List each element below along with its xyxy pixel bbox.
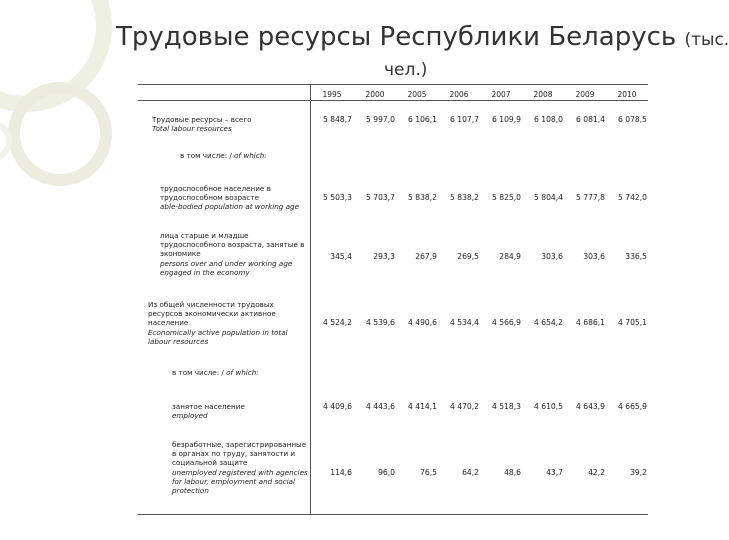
title-unit-a: (тыс. xyxy=(684,30,729,50)
cell-value: 269,5 xyxy=(457,252,479,261)
cell-value: 42,2 xyxy=(588,468,605,477)
statistics-table xyxy=(138,84,648,516)
row-label-ru: трудоспособное население в трудоспособном возрасте xyxy=(160,184,271,203)
cell-value: 5 703,7 xyxy=(366,193,395,202)
year-header: 2008 xyxy=(533,90,553,99)
year-header: 2005 xyxy=(407,90,427,99)
year-header: 2007 xyxy=(491,90,511,99)
cell-value: 4 705,1 xyxy=(618,318,647,327)
cell-value: 293,3 xyxy=(373,252,395,261)
table-top-rule xyxy=(138,84,648,85)
row-label-ru: в том числе: xyxy=(180,151,228,160)
row-label xyxy=(172,440,308,495)
cell-value: 5 804,4 xyxy=(534,193,563,202)
cell-value: 4 409,6 xyxy=(323,402,352,411)
year-header: 2006 xyxy=(449,90,469,99)
cell-value: 76,5 xyxy=(420,468,437,477)
row-label-en: Economically active population in total labour resources xyxy=(148,327,288,346)
cell-value: 4 490,6 xyxy=(408,318,437,327)
row-label-ru: лица старше и младше трудоспособного возраста, занятые в экономике xyxy=(160,231,305,259)
cell-value: 6 109,9 xyxy=(492,115,521,124)
cell-value: 64,2 xyxy=(462,468,479,477)
cell-value: 5 777,8 xyxy=(576,193,605,202)
cell-value: 5 848,7 xyxy=(323,115,352,124)
row-label: в том числе: / of which: xyxy=(172,368,259,377)
title-unit-b: чел.) xyxy=(384,60,428,80)
row-label-en: Total labour resources xyxy=(152,124,232,134)
cell-value: 4 518,3 xyxy=(492,402,521,411)
table-header-rule xyxy=(138,100,648,101)
cell-value: 284,9 xyxy=(499,252,521,261)
table-column-divider xyxy=(310,84,311,514)
slide-title xyxy=(116,22,729,52)
row-label-en: unemployed registered with agencies for labour, employment and social protection xyxy=(172,467,308,496)
cell-value: 43,7 xyxy=(546,468,563,477)
cell-value: 5 825,0 xyxy=(492,193,521,202)
cell-value: 6 106,1 xyxy=(408,115,437,124)
cell-value: 345,4 xyxy=(330,252,352,261)
cell-value: 6 107,7 xyxy=(450,115,479,124)
cell-value: 303,6 xyxy=(583,252,605,261)
cell-value: 336,5 xyxy=(625,252,647,261)
title-main: Трудовые ресурсы Республики Беларусь xyxy=(116,22,677,52)
row-label-en: of which: xyxy=(226,368,259,377)
cell-value: 4 534,4 xyxy=(450,318,479,327)
cell-value: 4 443,6 xyxy=(366,402,395,411)
row-label xyxy=(152,115,302,133)
row-label-ru: занятое население xyxy=(172,402,245,411)
cell-value: 5 503,3 xyxy=(323,193,352,202)
row-label-ru: Из общей численности трудовых ресурсов экономически активное население xyxy=(148,300,276,328)
cell-value: 4 524,2 xyxy=(323,318,352,327)
year-header: 1995 xyxy=(322,90,342,99)
cell-value: 6 108,0 xyxy=(534,115,563,124)
cell-value: 4 654,2 xyxy=(534,318,563,327)
row-label: в том числе: / of which: xyxy=(180,151,267,160)
cell-value: 4 643,9 xyxy=(576,402,605,411)
cell-value: 6 081,4 xyxy=(576,115,605,124)
row-label-ru: Трудовые ресурсы – всего xyxy=(152,115,252,124)
row-label xyxy=(148,300,306,346)
row-label-en: employed xyxy=(172,411,208,421)
row-label xyxy=(160,231,306,277)
cell-value: 39,2 xyxy=(630,468,647,477)
row-label-en: persons over and under working age engaged in the economy xyxy=(160,258,293,277)
row-label xyxy=(160,184,306,212)
cell-value: 4 566,9 xyxy=(492,318,521,327)
row-label-ru: безработные, зарегистрированные в органах по труду, занятости и социальной защите xyxy=(172,440,307,468)
row-label-en: of which: xyxy=(234,151,267,160)
year-header: 2009 xyxy=(575,90,595,99)
cell-value: 4 414,1 xyxy=(408,402,437,411)
cell-value: 114,6 xyxy=(330,468,352,477)
year-header: 2010 xyxy=(617,90,637,99)
cell-value: 6 078,5 xyxy=(618,115,647,124)
decorative-circle xyxy=(8,82,112,186)
cell-value: 4 665,9 xyxy=(618,402,647,411)
cell-value: 5 997,0 xyxy=(366,115,395,124)
year-header: 2000 xyxy=(365,90,385,99)
cell-value: 4 470,2 xyxy=(450,402,479,411)
cell-value: 4 686,1 xyxy=(576,318,605,327)
cell-value: 267,9 xyxy=(415,252,437,261)
cell-value: 5 838,2 xyxy=(450,193,479,202)
cell-value: 4 539,6 xyxy=(366,318,395,327)
cell-value: 48,6 xyxy=(504,468,521,477)
cell-value: 303,6 xyxy=(541,252,563,261)
row-label xyxy=(172,402,306,420)
row-label-en: able-bodied population at working age xyxy=(160,202,299,212)
cell-value: 5 742,0 xyxy=(618,193,647,202)
cell-value: 5 838,2 xyxy=(408,193,437,202)
cell-value: 96,0 xyxy=(378,468,395,477)
cell-value: 4 610,5 xyxy=(534,402,563,411)
row-label-ru: в том числе: xyxy=(172,368,220,377)
table-bottom-rule xyxy=(138,514,648,515)
